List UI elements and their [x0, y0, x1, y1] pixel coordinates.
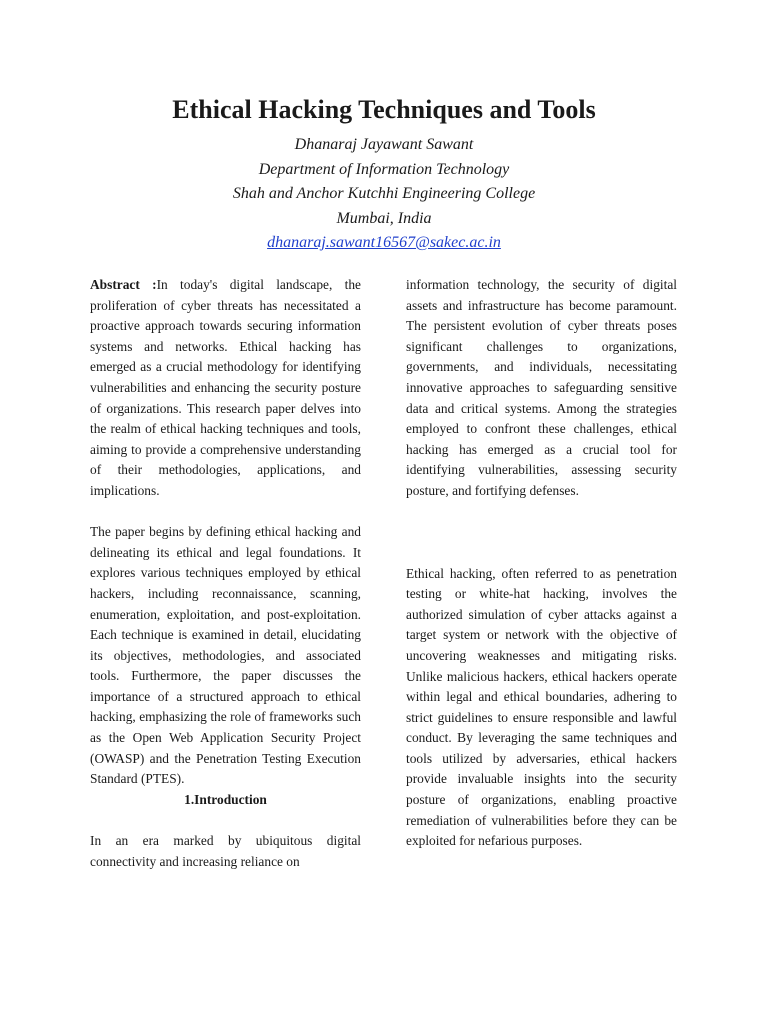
author-location: Mumbai, India	[336, 209, 432, 227]
author-name: Dhanaraj Jayawant Sawant	[294, 136, 474, 153]
abstract-label: Abstract :	[90, 277, 157, 292]
left-column	[90, 275, 361, 872]
section-heading-introduction: 1.Introduction	[184, 791, 267, 807]
abstract-paragraph-2: The paper begins by defining ethical hacking and delineating its ethical and legal foundations. It explores various techniques employed by ethical hackers, including reconnaissance, scanning, enumeration, exploitation, and post-exploitation. Each technique is examined in detail, elucidating its objectives, methodologies, and associated tools. Furthermore, the paper discusses the importance of a structured approach to ethical hacking, emphasizing the role of frameworks such as the Open Web Application Security Project (OWASP) and the Penetration Testing Execution Standard (PTES).	[90, 524, 361, 787]
author-block	[0, 133, 768, 256]
author-email-link[interactable]: dhanaraj.sawant16567@sakec.ac.in	[267, 234, 501, 251]
author-department: Department of Information Technology	[258, 160, 510, 178]
abstract-paragraph-1	[90, 275, 361, 502]
paper-title: Ethical Hacking Techniques and Tools	[172, 95, 596, 124]
intro-paragraph-1-start: In an era marked by ubiquitous digital connectivity and increasing reliance on	[90, 833, 361, 869]
author-college: Shah and Anchor Kutchhi Engineering College	[232, 185, 536, 202]
intro-paragraph-2: Ethical hacking, often referred to as penetration testing or white-hat hacking, involves the authorized simulation of cyber attacks against a target system or network with the objective of uncovering weaknesses and mitigating risks. Unlike malicious hackers, ethical hackers operate within legal and ethical boundaries, adhering to strict guidelines to ensure responsible and lawful conduct. By leveraging the same techniques and tools utilized by adversaries, ethical hackers provide invaluable insights into the security posture of organizations, enabling proactive remediation of vulnerabilities before they can be exploited for nefarious purposes.	[406, 565, 677, 849]
intro-paragraph-1-continued: information technology, the security of digital assets and infrastructure has become paramount. The persistent evolution of cyber threats poses significant challenges to organizations, governments, and individuals, necessitating innovative approaches to safeguarding sensitive data and critical systems. Among the strategies employed to confront these challenges, ethical hacking has emerged as a crucial tool for identifying vulnerabilities, assessing security posture, and fortifying defenses.	[406, 277, 677, 498]
abstract-text-1: In today's digital landscape, the proliferation of cyber threats has necessitated a proactive approach towards securing information systems and networks. Ethical hacking has emerged as a crucial methodology for identifying vulnerabilities and enhancing the security posture of organizations. This research paper delves into the realm of ethical hacking techniques and tools, aiming to provide a comprehensive understanding of their methodologies, applications, and implications.	[90, 277, 362, 498]
right-column	[406, 275, 677, 852]
